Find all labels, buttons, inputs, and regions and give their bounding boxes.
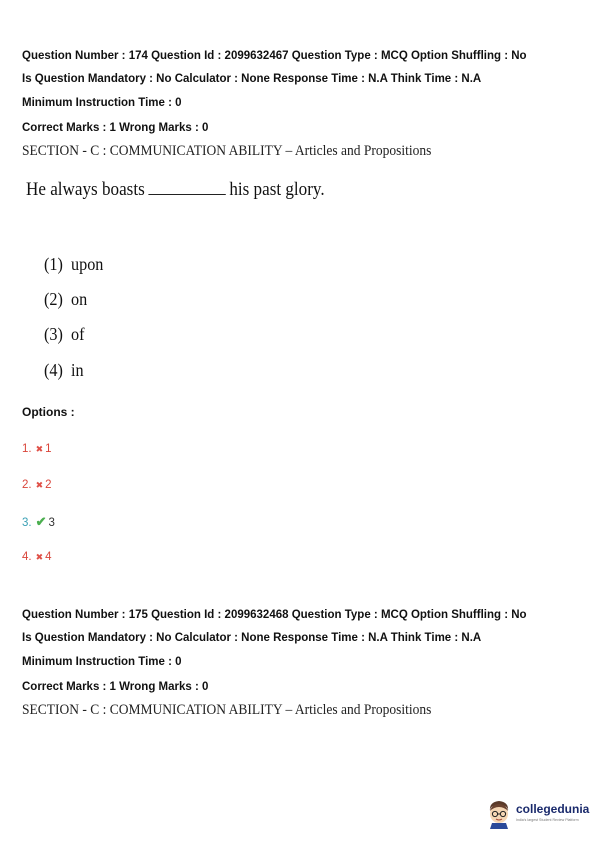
option-1 (22, 443, 52, 455)
q174-meta-line-1: Question Number : 174 Question Id : 2099632467 Question Type : MCQ Option Shuffling : No (22, 50, 527, 62)
choice-text: in (71, 360, 84, 380)
cross-icon: ✖ (35, 444, 44, 454)
q175-meta-line-3: Minimum Instruction Time : 0 (22, 656, 182, 668)
cross-icon: ✖ (35, 552, 44, 562)
option-number: 4. (22, 551, 32, 563)
check-icon: ✔ (35, 514, 47, 529)
q175-meta-line-4: Correct Marks : 1 Wrong Marks : 0 (22, 681, 209, 693)
option-4 (22, 551, 52, 563)
choice-1 (44, 254, 103, 275)
q174-meta-line-3: Minimum Instruction Time : 0 (22, 97, 182, 109)
collegedunia-logo (486, 797, 590, 833)
choice-number: (4) (44, 360, 63, 380)
stem-before: He always boasts (26, 179, 145, 200)
choice-number: (1) (44, 254, 63, 274)
stem-after: his past glory. (229, 179, 325, 200)
choice-number: (3) (44, 324, 63, 344)
cross-icon: ✖ (35, 480, 44, 490)
q175-meta-line-2: Is Question Mandatory : No Calculator : None Response Time : N.A Think Time : N.A (22, 632, 482, 644)
option-number: 1. (22, 443, 32, 455)
choice-text: on (71, 289, 88, 309)
student-face-icon (486, 799, 512, 829)
option-number: 2. (22, 479, 32, 491)
choice-text: of (71, 324, 85, 344)
option-value: 3 (48, 517, 55, 529)
q175-meta-line-1: Question Number : 175 Question Id : 2099632468 Question Type : MCQ Option Shuffling : No (22, 609, 527, 621)
option-number: 3. (22, 517, 32, 529)
answer-blank (148, 180, 225, 195)
option-2 (22, 479, 52, 491)
logo-name: collegedunia (516, 802, 590, 816)
q174-section-heading: SECTION - C : COMMUNICATION ABILITY – Articles and Propositions (22, 143, 432, 159)
q175-section-heading: SECTION - C : COMMUNICATION ABILITY – Articles and Propositions (22, 702, 432, 718)
options-title: Options : (22, 405, 75, 419)
option-value: 1 (45, 443, 52, 455)
q174-meta-line-2: Is Question Mandatory : No Calculator : None Response Time : N.A Think Time : N.A (22, 73, 482, 85)
option-3 (22, 514, 55, 530)
option-value: 4 (45, 551, 52, 563)
option-value: 2 (45, 479, 52, 491)
choice-3 (44, 324, 85, 345)
choice-2 (44, 289, 87, 310)
q174-question-stem (26, 179, 325, 201)
choice-text: upon (71, 254, 104, 274)
q174-meta-line-4: Correct Marks : 1 Wrong Marks : 0 (22, 122, 209, 134)
choice-number: (2) (44, 289, 63, 309)
logo-tagline: India's largest Student Review Platform (516, 818, 579, 822)
choice-4 (44, 360, 84, 381)
